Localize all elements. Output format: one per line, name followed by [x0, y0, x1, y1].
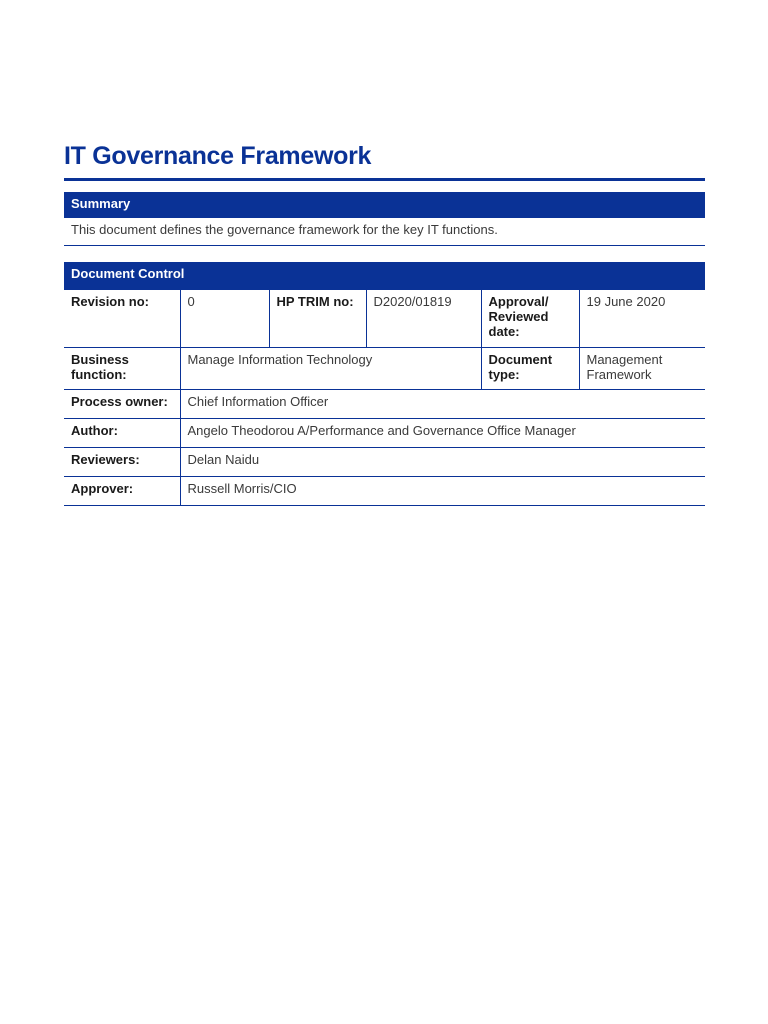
process-owner-label: Process owner:	[64, 390, 180, 419]
table-row	[64, 477, 705, 506]
approval-date-value: 19 June 2020	[579, 290, 705, 348]
approver-label: Approver:	[64, 477, 180, 506]
document-type-label	[481, 348, 579, 390]
table-row	[64, 419, 705, 448]
summary-heading: Summary	[64, 192, 705, 218]
approval-label-line: Reviewed	[488, 309, 549, 324]
doctype-label-line: type:	[488, 367, 520, 382]
doctype-value-line: Framework	[586, 367, 652, 382]
approver-value: Russell Morris/CIO	[180, 477, 705, 506]
title-divider	[64, 178, 705, 181]
table-row	[64, 448, 705, 477]
summary-text: This document defines the governance framework for the key IT functions.	[64, 218, 705, 246]
business-label-line: Business	[71, 352, 129, 367]
table-row	[64, 348, 705, 390]
document-control-heading: Document Control	[64, 262, 705, 290]
document-type-value	[579, 348, 705, 390]
trim-value: D2020/01819	[366, 290, 481, 348]
revision-label: Revision no:	[64, 290, 180, 348]
business-function-value: Manage Information Technology	[180, 348, 481, 390]
approval-label-line: date:	[488, 324, 520, 339]
approval-label-line: Approval/	[488, 294, 549, 309]
trim-label: HP TRIM no:	[269, 290, 366, 348]
document-control-table	[64, 290, 705, 506]
author-label: Author:	[64, 419, 180, 448]
revision-value: 0	[180, 290, 269, 348]
doctype-value-line: Management	[586, 352, 663, 367]
table-row	[64, 390, 705, 419]
page-title: IT Governance Framework	[64, 142, 372, 170]
reviewers-value: Delan Naidu	[180, 448, 705, 477]
process-owner-value: Chief Information Officer	[180, 390, 705, 419]
business-label-line: function:	[71, 367, 127, 382]
approval-date-label	[481, 290, 579, 348]
reviewers-label: Reviewers:	[64, 448, 180, 477]
doctype-label-line: Document	[488, 352, 553, 367]
table-row	[64, 290, 705, 348]
business-function-label	[64, 348, 180, 390]
author-value: Angelo Theodorou A/Performance and Governance Office Manager	[180, 419, 705, 448]
